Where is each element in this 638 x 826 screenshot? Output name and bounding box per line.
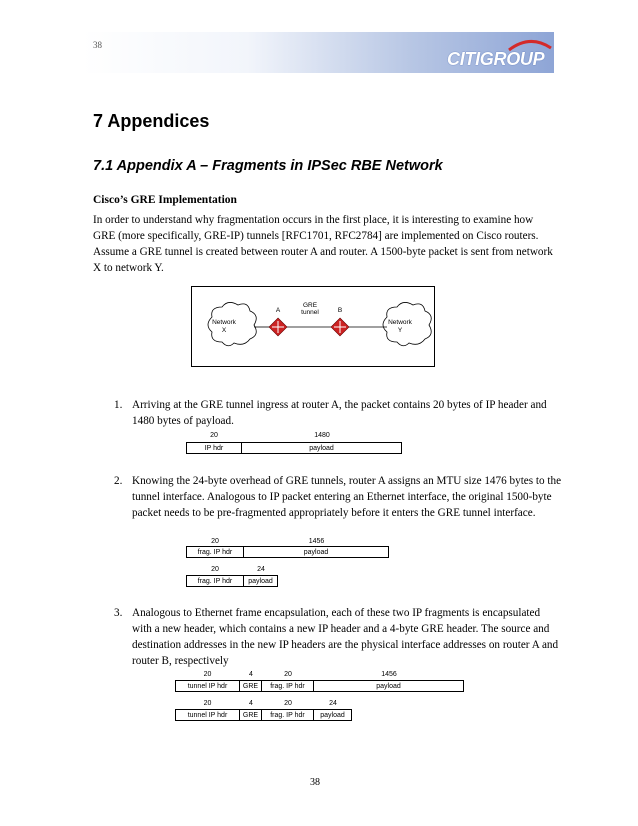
size-label: 1480 <box>314 432 330 439</box>
field-frag-ip-hdr: frag. IP hdr <box>186 546 244 558</box>
size-label: 1456 <box>308 538 325 545</box>
packet3b <box>175 709 352 721</box>
subsection-title: Cisco’s GRE Implementation <box>93 194 237 206</box>
size-label: 20 <box>211 566 219 573</box>
footer-page-number: 38 <box>310 777 320 788</box>
packet1 <box>186 442 402 454</box>
citigroup-logo: CITIGROUP <box>447 49 545 69</box>
network-y-label1: Network <box>388 319 412 326</box>
field-frag-ip-hdr: frag. IP hdr <box>262 680 314 692</box>
size-label: 24 <box>257 566 265 573</box>
network-y-label2: Y <box>397 327 403 334</box>
router-a-label: A <box>275 307 281 314</box>
router-a-icon <box>269 318 287 336</box>
header-page-number: 38 <box>93 40 102 50</box>
size-label: 20 <box>211 538 219 545</box>
field-frag-ip-hdr: frag. IP hdr <box>262 709 314 721</box>
tunnel-label2: tunnel <box>301 309 319 316</box>
size-label: 20 <box>203 671 212 678</box>
section-title: 7.1 Appendix A – Fragments in IPSec RBE Network <box>93 158 443 174</box>
router-b-icon <box>331 318 349 336</box>
list-number: 3. <box>114 607 123 619</box>
packet3a-sizes <box>175 671 464 678</box>
field-tunnel-ip-hdr: tunnel IP hdr <box>175 709 240 721</box>
packet3b-sizes <box>175 700 352 707</box>
size-label: 24 <box>329 700 337 707</box>
field-payload: payload <box>314 709 352 721</box>
network-x-label1: Network <box>212 319 236 326</box>
page-title: 7 Appendices <box>93 111 210 131</box>
list-item <box>114 397 554 429</box>
intro-paragraph: In order to understand why fragmentation occurs in the first place, it is interesting to examine how GRE (more specifically, GRE-IP) tunnels [RFC1701, RFC2784] are implemented on Cisco routers. Assume a GRE tunnel is created between router A and router. A 1500-byte packet is sent from network X to network Y. <box>93 214 553 274</box>
packet3a <box>175 680 464 692</box>
size-label: 20 <box>284 671 292 678</box>
field-payload: payload <box>244 546 389 558</box>
list-text: Knowing the 24-byte overhead of GRE tunnels, router A assigns an MTU size 1476 bytes to the tunnel interface. Analogous to IP packet entering an Ethernet interface, the original 1500-byte packet needs to be pre-fragmented appropriately before it enters the GRE tunnel interface. <box>132 475 562 519</box>
field-gre: GRE <box>240 709 262 721</box>
tunnel-label1: GRE <box>302 302 318 309</box>
packet2b <box>186 575 278 587</box>
network-diagram <box>191 286 435 367</box>
size-label: 20 <box>210 432 218 439</box>
field-ip-hdr: IP hdr <box>186 442 242 454</box>
packet2a-sizes <box>186 538 389 545</box>
field-payload: payload <box>242 442 402 454</box>
field-frag-ip-hdr: frag. IP hdr <box>186 575 244 587</box>
packet1-sizes <box>186 432 402 439</box>
list-text: Arriving at the GRE tunnel ingress at router A, the packet contains 20 bytes of IP header and 1480 bytes of payload. <box>132 399 547 427</box>
list-text: Analogous to Ethernet frame encapsulation, each of these two IP fragments is encapsulated with a new header, which contains a new IP header and a 4-byte GRE header. The source and destination addresses in the new IP headers are the physical interface addresses on router A and router B, respectively <box>132 607 559 667</box>
packet2a <box>186 546 389 558</box>
size-label: 20 <box>284 700 292 707</box>
field-payload: payload <box>314 680 464 692</box>
router-b-label: B <box>337 307 343 314</box>
packet2b-sizes <box>186 566 278 573</box>
size-label: 20 <box>203 700 212 707</box>
list-item <box>114 473 562 537</box>
field-payload: payload <box>244 575 278 587</box>
size-label: 4 <box>249 671 253 678</box>
size-label: 1456 <box>381 671 397 678</box>
network-x-label2: X <box>221 327 227 334</box>
size-label: 4 <box>249 700 253 707</box>
list-number: 2. <box>114 475 123 487</box>
field-tunnel-ip-hdr: tunnel IP hdr <box>175 680 240 692</box>
field-gre: GRE <box>240 680 262 692</box>
list-item <box>114 605 559 669</box>
list-number: 1. <box>114 399 123 411</box>
